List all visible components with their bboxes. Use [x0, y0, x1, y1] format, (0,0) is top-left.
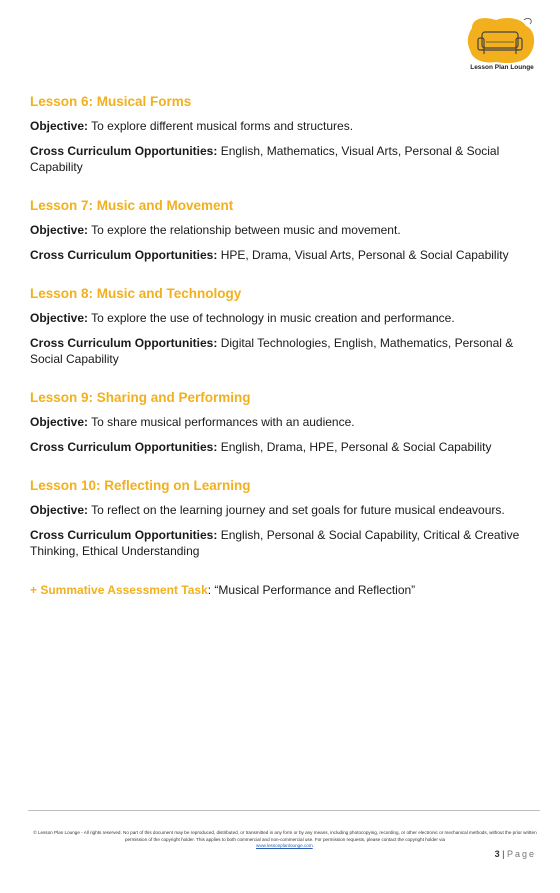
cross-curriculum-text: Digital Technologies, English, Mathematics, Personal & Social Capability: [30, 336, 514, 366]
objective: [30, 414, 540, 430]
objective-label: Objective:: [30, 503, 89, 517]
lesson-list: [30, 94, 540, 598]
lesson-8: [30, 286, 540, 367]
objective-label: Objective:: [30, 311, 89, 325]
lesson-title: Lesson 7: Music and Movement: [30, 198, 234, 213]
copyright-text: © Lesson Plan Lounge - All rights reserved. No part of this document may be reproduced, distributed, or transmitted in any form or by any means, including photocopying, recording, or other electronic or mechanical methods, without the prior written permission of the copyright holder. This applies to both commercial and non-commercial use. For permission requests, please contact the copyright holder via: [33, 830, 537, 842]
objective: [30, 222, 540, 238]
cross-curriculum-text: English, Mathematics, Visual Arts, Personal & Social Capability: [30, 144, 500, 174]
lesson-title: Lesson 10: Reflecting on Learning: [30, 478, 251, 493]
cross-curriculum-label: Cross Curriculum Opportunities:: [30, 528, 218, 542]
cross-curriculum-label: Cross Curriculum Opportunities:: [30, 248, 218, 262]
cross-curriculum: [30, 247, 540, 263]
footer-divider: [28, 810, 540, 811]
objective-text: To share musical performances with an audience.: [88, 415, 355, 429]
summative-assessment: [30, 582, 540, 598]
lesson-title: Lesson 8: Music and Technology: [30, 286, 242, 301]
lesson-title: Lesson 6: Musical Forms: [30, 94, 192, 109]
objective-text: To explore different musical forms and structures.: [88, 119, 354, 133]
page-number-value: 3: [494, 849, 500, 859]
cross-curriculum-text: English, Personal & Social Capability, Critical & Creative Thinking, Ethical Understanding: [30, 528, 520, 558]
cross-curriculum-label: Cross Curriculum Opportunities:: [30, 336, 218, 350]
lesson-title: Lesson 9: Sharing and Performing: [30, 390, 251, 405]
footer-copyright: [30, 830, 540, 850]
page-separator: |: [499, 849, 507, 859]
cross-curriculum-label: Cross Curriculum Opportunities:: [30, 440, 218, 454]
cross-curriculum: [30, 439, 540, 455]
cross-curriculum-text: English, Drama, HPE, Personal & Social Capability: [217, 440, 492, 454]
cross-curriculum-label: Cross Curriculum Opportunities:: [30, 144, 218, 158]
logo-text: Lesson Plan Lounge: [470, 64, 534, 71]
lesson-10: [30, 478, 540, 559]
lesson-7: [30, 198, 540, 263]
objective: [30, 310, 540, 326]
objective-text: To explore the relationship between music and movement.: [88, 223, 401, 237]
objective: [30, 502, 540, 518]
cross-curriculum: [30, 335, 540, 367]
objective-text: To reflect on the learning journey and set goals for future musical endeavours.: [88, 503, 505, 517]
summative-label: + Summative Assessment Task: [30, 583, 208, 597]
page-number: [495, 849, 536, 859]
page-word: Page: [506, 849, 536, 859]
lesson-9: [30, 390, 540, 455]
cross-curriculum: [30, 143, 540, 175]
objective-label: Objective:: [30, 119, 89, 133]
cross-curriculum-text: HPE, Drama, Visual Arts, Personal & Social Capability: [217, 248, 509, 262]
website-link[interactable]: www.lessonplanlounge.com: [256, 843, 313, 848]
lesson-6: [30, 94, 540, 175]
objective: [30, 118, 540, 134]
objective-label: Objective:: [30, 415, 89, 429]
link-suffix: .: [312, 843, 314, 848]
objective-label: Objective:: [30, 223, 89, 237]
objective-text: To explore the use of technology in music creation and performance.: [88, 311, 455, 325]
cross-curriculum: [30, 527, 540, 559]
sofa-logo-icon: [466, 16, 538, 66]
summative-title: : “Musical Performance and Reflection”: [207, 583, 416, 597]
